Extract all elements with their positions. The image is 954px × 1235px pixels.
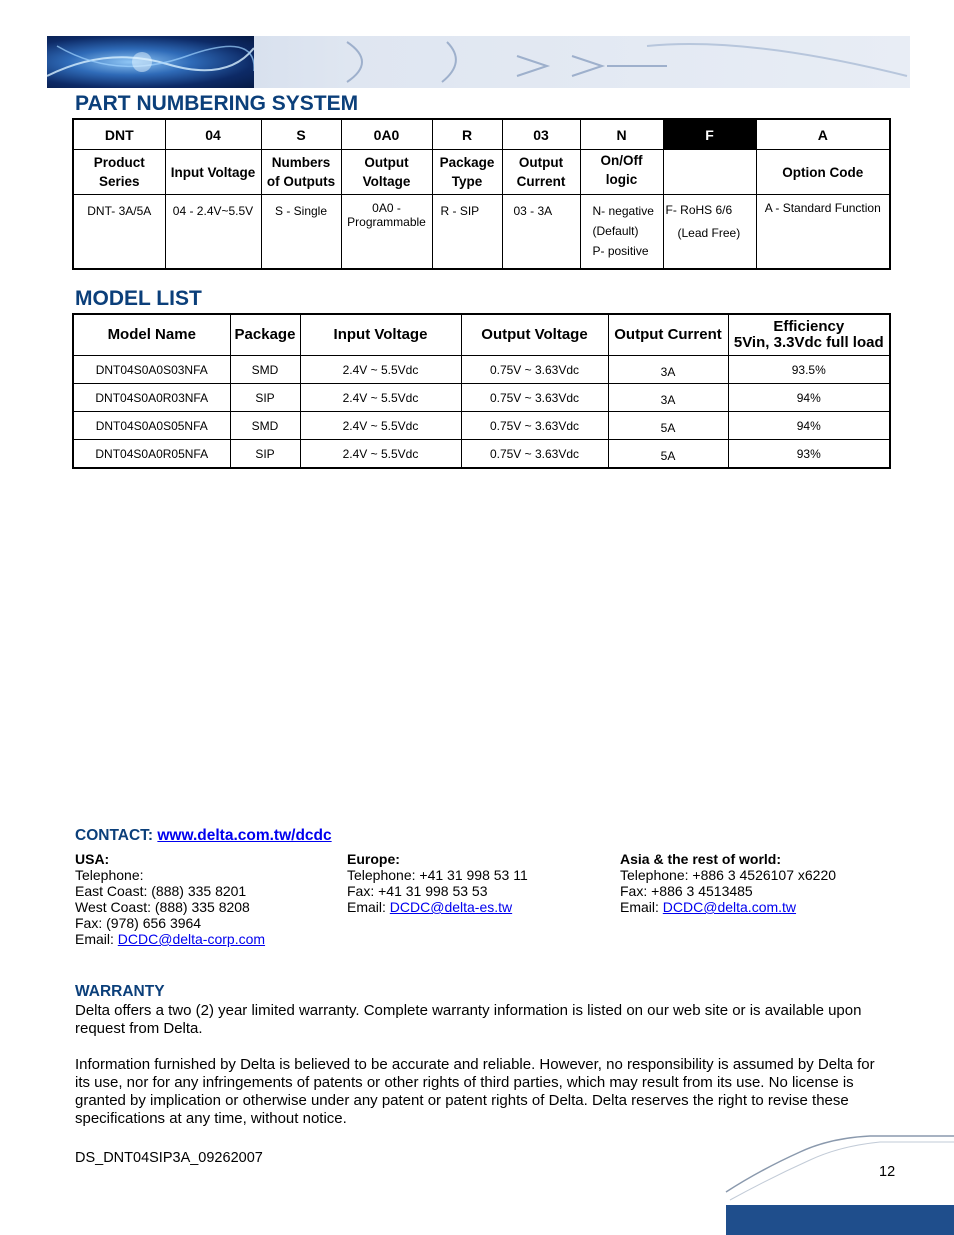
value-line: 0A0 -: [372, 201, 401, 215]
contact-url-link[interactable]: www.delta.com.tw/dcdc: [157, 827, 332, 844]
label-cell: [341, 150, 432, 195]
warranty-text: Delta offers a two (2) year limited warranty. Complete warranty information is listed on our web site or is available upon request from Delta.: [75, 1002, 862, 1037]
label-cell: [502, 150, 580, 195]
efficiency-cell: 93.5%: [728, 356, 890, 384]
email-link-asia[interactable]: DCDC@delta.com.tw: [662, 899, 797, 915]
header-banner: [47, 36, 910, 88]
contact-usa: [75, 851, 265, 947]
label-cell: [261, 150, 341, 195]
label-line: of Outputs: [266, 174, 336, 189]
label-line: Input Voltage: [170, 164, 256, 180]
value-line: S - Single: [274, 204, 328, 218]
value-cell: [341, 195, 432, 270]
contact-asia-heading: Asia & the rest of world:: [620, 851, 782, 867]
label-line: On/Off: [600, 153, 643, 168]
package-cell: SMD: [230, 412, 300, 440]
value-line: 03 - 3A: [513, 204, 553, 218]
column-header: Input Voltage: [300, 314, 461, 356]
value-line: P- positive: [592, 244, 649, 258]
package-cell: SMD: [230, 356, 300, 384]
model-name-cell: DNT04S0A0R05NFA: [73, 440, 230, 469]
contact-europe-heading: Europe:: [347, 851, 400, 867]
output-voltage-cell: 0.75V ~ 3.63Vdc: [461, 384, 608, 412]
output-current-cell: 3A: [608, 384, 728, 412]
value-cell: [756, 195, 890, 270]
contact-usa-heading: USA:: [75, 851, 110, 867]
label-line: Type: [451, 174, 483, 189]
warranty-heading: WARRANTY: [75, 983, 165, 1000]
code-cell: 04: [165, 119, 261, 150]
value-cell: [432, 195, 502, 270]
label-cell: [432, 150, 502, 195]
value-line: F- RoHS 6/6: [665, 203, 733, 217]
email-label: Email:: [75, 931, 118, 947]
table-row: [73, 356, 890, 384]
label-line: Option Code: [782, 164, 864, 180]
value-line: N- negative: [592, 204, 654, 218]
value-cell: [502, 195, 580, 270]
code-cell: S: [261, 119, 341, 150]
contact-line: Telephone: +886 3 4526107 x6220: [620, 867, 837, 883]
part-numbering-title: PART NUMBERING SYSTEM: [75, 92, 359, 115]
value-cell: [73, 195, 165, 270]
table-row: [73, 440, 890, 469]
output-current-cell: 5A: [608, 440, 728, 469]
value-line: (Lead Free): [677, 226, 741, 240]
label-cell: [756, 150, 890, 195]
value-line: (Default): [592, 224, 639, 238]
label-line: Output: [518, 155, 564, 170]
model-list-title: MODEL LIST: [75, 287, 202, 310]
contact-line: West Coast: (888) 335 8208: [75, 899, 250, 915]
contact-email-line: [347, 899, 528, 915]
code-cell: DNT: [73, 119, 165, 150]
footer-band: [726, 1205, 954, 1235]
column-header-line: 5Vin, 3.3Vdc full load: [733, 334, 884, 351]
contact-line: Fax: (978) 656 3964: [75, 915, 202, 931]
label-cell: [73, 150, 165, 195]
part-code-row: [73, 119, 890, 150]
value-cell: [580, 195, 663, 270]
code-cell: A: [756, 119, 890, 150]
column-header-line: Efficiency: [773, 318, 845, 335]
part-label-row: [73, 150, 890, 195]
contact-email-line: [75, 931, 265, 947]
banner-decoration: [47, 36, 910, 88]
contact-line: Fax: +886 3 4513485: [620, 883, 753, 899]
value-line: DNT- 3A/5A: [87, 204, 152, 218]
value-line: Programmable: [347, 215, 426, 229]
contact-europe: [347, 851, 528, 915]
label-cell: [165, 150, 261, 195]
input-voltage-cell: 2.4V ~ 5.5Vdc: [300, 440, 461, 469]
code-cell: 03: [502, 119, 580, 150]
column-header: [728, 314, 890, 356]
input-voltage-cell: 2.4V ~ 5.5Vdc: [300, 384, 461, 412]
column-header: Output Voltage: [461, 314, 608, 356]
contact-line: East Coast: (888) 335 8201: [75, 883, 247, 899]
email-label: Email:: [347, 899, 390, 915]
output-voltage-cell: 0.75V ~ 3.63Vdc: [461, 440, 608, 469]
email-link-usa[interactable]: DCDC@delta-corp.com: [117, 931, 266, 947]
efficiency-cell: 93%: [728, 440, 890, 469]
contact-email-line: [620, 899, 836, 915]
code-cell: 0A0: [341, 119, 432, 150]
column-header: Package: [230, 314, 300, 356]
email-label: Email:: [620, 899, 663, 915]
contact-line: Telephone: +41 31 998 53 11: [347, 867, 528, 883]
footer-corner-graphic: [720, 1130, 954, 1235]
value-line: R - SIP: [440, 204, 480, 218]
model-header-row: [73, 314, 890, 356]
efficiency-cell: 94%: [728, 412, 890, 440]
input-voltage-cell: 2.4V ~ 5.5Vdc: [300, 412, 461, 440]
package-cell: SIP: [230, 440, 300, 469]
label-line: Package: [439, 155, 495, 170]
efficiency-cell: 94%: [728, 384, 890, 412]
value-cell: [663, 195, 756, 270]
table-row: [73, 412, 890, 440]
document-id: DS_DNT04SIP3A_09262007: [75, 1150, 263, 1166]
output-current-cell: 5A: [608, 412, 728, 440]
column-header: Model Name: [73, 314, 230, 356]
label-cell-empty: [663, 150, 756, 195]
output-voltage-cell: 0.75V ~ 3.63Vdc: [461, 356, 608, 384]
contact-heading: [75, 827, 332, 845]
contact-label: CONTACT:: [75, 827, 158, 844]
label-line: logic: [605, 172, 638, 187]
part-numbering-table: [72, 118, 891, 270]
label-line: Voltage: [362, 174, 411, 189]
value-cell: [165, 195, 261, 270]
part-value-row: [73, 195, 890, 270]
value-line: 04 - 2.4V~5.5V: [172, 204, 254, 218]
package-cell: SIP: [230, 384, 300, 412]
model-list-table: [72, 313, 891, 469]
label-line: Output: [364, 155, 409, 170]
page-number: 12: [879, 1164, 896, 1180]
label-line: Product: [93, 155, 145, 170]
label-line: Current: [516, 174, 566, 189]
label-line: Numbers: [271, 155, 331, 170]
contact-line: Fax: +41 31 998 53 53: [347, 883, 488, 899]
code-cell: N: [580, 119, 663, 150]
value-cell: [261, 195, 341, 270]
code-cell: R: [432, 119, 502, 150]
model-name-cell: DNT04S0A0S05NFA: [73, 412, 230, 440]
input-voltage-cell: 2.4V ~ 5.5Vdc: [300, 356, 461, 384]
model-name-cell: DNT04S0A0R03NFA: [73, 384, 230, 412]
code-cell-highlighted: F: [663, 119, 756, 150]
disclaimer-text: Information furnished by Delta is believed to be accurate and reliable. However, no responsibility is assumed by Delta for its use, nor for any infringements of patents or other rights of third parties, which may result from its use. No license is granted by implication or otherwise under any patent or patent rights of Delta. Delta reserves the right to revise these specifications at any time, without notice.: [75, 1056, 875, 1127]
value-line: A - Standard Function: [764, 201, 881, 215]
output-current-cell: 3A: [608, 356, 728, 384]
contact-line: Telephone:: [75, 867, 144, 883]
email-link-europe[interactable]: DCDC@delta-es.tw: [389, 899, 513, 915]
label-cell: [580, 150, 663, 195]
table-row: [73, 384, 890, 412]
contact-asia: [620, 851, 836, 915]
output-voltage-cell: 0.75V ~ 3.63Vdc: [461, 412, 608, 440]
model-name-cell: DNT04S0A0S03NFA: [73, 356, 230, 384]
label-line: Series: [98, 174, 140, 189]
column-header: Output Current: [608, 314, 728, 356]
